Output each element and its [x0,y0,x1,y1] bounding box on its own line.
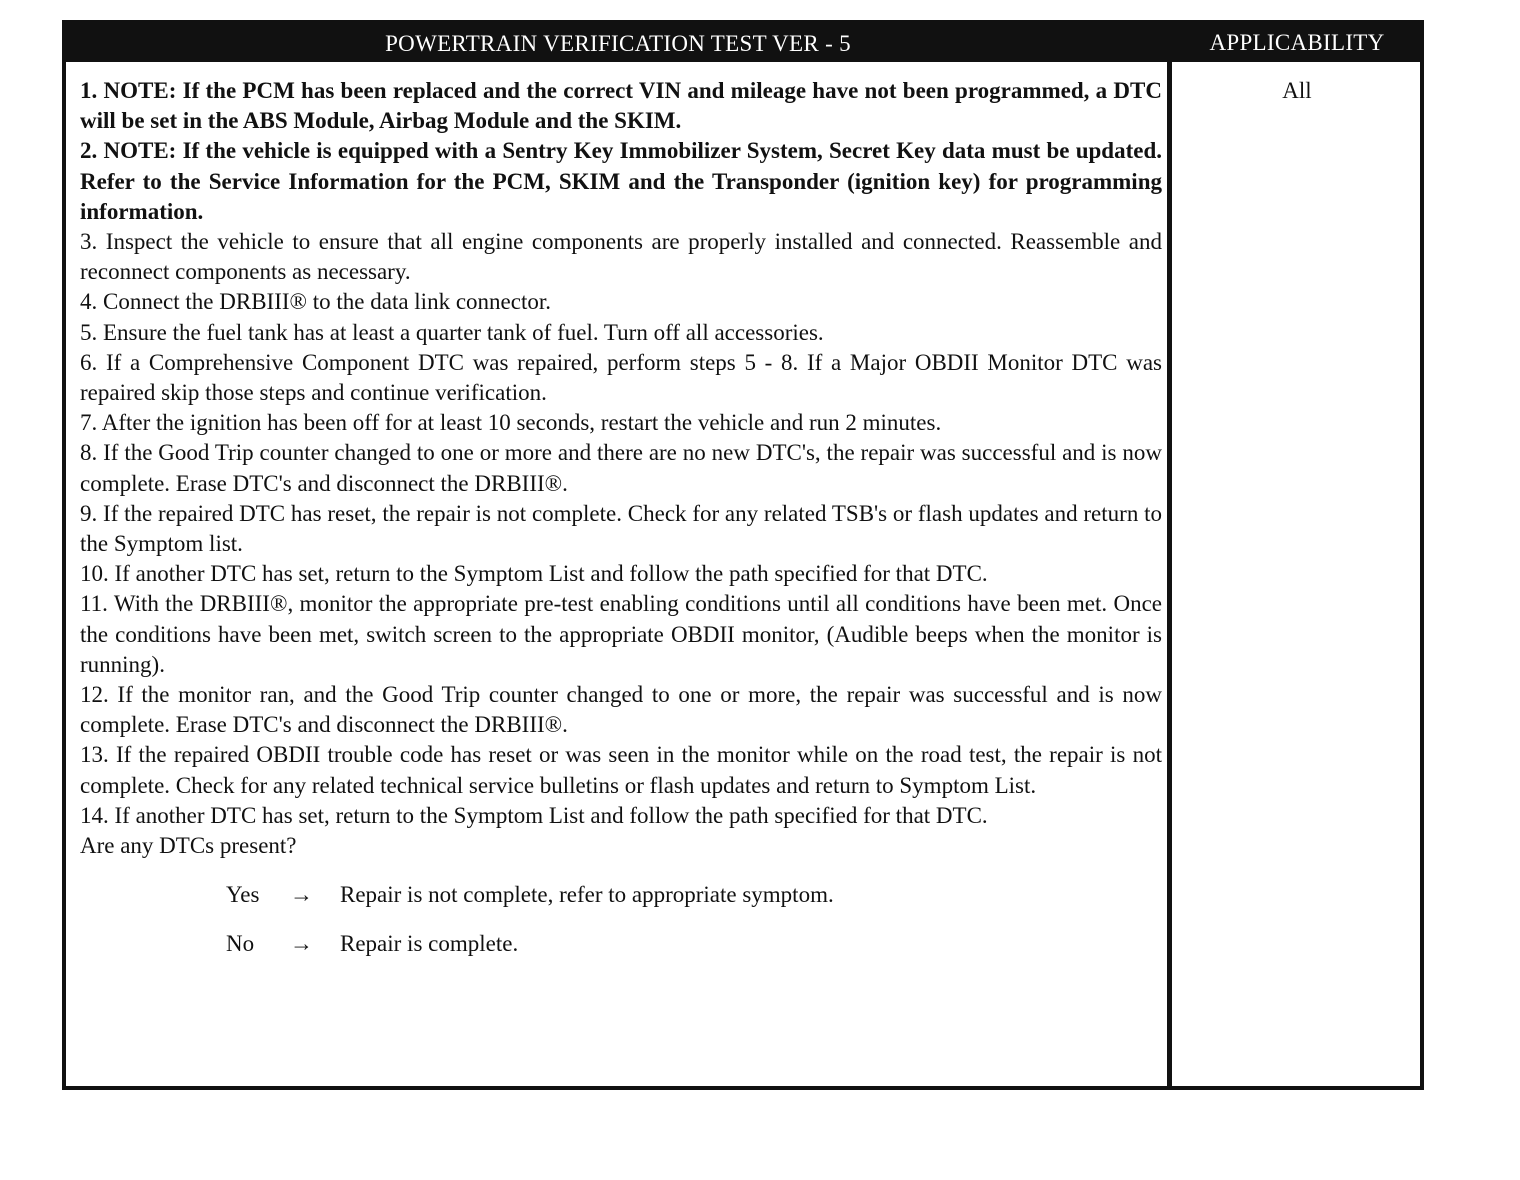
step-item: 9. If the repaired DTC has reset, the repair is not complete. Check for any related TSB's or flash updates and return to the Symptom list. [80,500,1162,557]
procedure-cell [80,76,1162,978]
step-item: 3. Inspect the vehicle to ensure that all engine components are properly installed and connected. Reassemble and reconnect components as necessary. [80,229,1162,285]
step-item: 10. If another DTC has set, return to the Symptom List and follow the path specified for that DTC. [80,561,988,587]
answer-list [80,880,1162,978]
step-item: 5. Ensure the fuel tank has at least a quarter tank of fuel. Turn off all accessories. [80,319,824,345]
answer-text: Repair is complete. [340,931,519,957]
answer-label: No [226,931,255,957]
step-item: 2. NOTE: If the vehicle is equipped with a Sentry Key Immobilizer System, Secret Key data must be updated. Refer to the Service Information for the PCM, SKIM and the Transponder (ignition key) for programming information. [80,138,1162,224]
question-text: Are any DTCs present? [80,833,297,859]
step-item: 14. If another DTC has set, return to the Symptom List and follow the path specified for that DTC. [80,802,988,828]
step-item: 8. If the Good Trip counter changed to one or more and there are no new DTC's, the repair was successful and is now complete. Erase DTC's and disconnect the DRBIII®. [80,440,1162,496]
step-item: 4. Connect the DRBIII® to the data link connector. [80,289,551,315]
answer-text: Repair is not complete, refer to appropriate symptom. [340,882,834,908]
right-arrow-icon: → [290,882,313,908]
step-item: 11. With the DRBIII®, monitor the appropriate pre-test enabling conditions until all conditions have been met. Once the conditions have been met, switch screen to the appropriate OBDII monitor, (Audible beeps when the monitor is running). [80,591,1162,677]
applicability-header: APPLICABILITY [1209,30,1385,55]
step-item: 13. If the repaired OBDII trouble code has reset or was seen in the monitor while on the road test, the repair is not complete. Check for any related technical service bulletins or flash updates and return to Symptom List. [80,742,1162,798]
verification-test-table [62,20,1424,1090]
test-title: POWERTRAIN VERIFICATION TEST VER - 5 [385,31,851,56]
applicability-value: All [1282,78,1312,103]
step-item: 1. NOTE: If the PCM has been replaced and the correct VIN and mileage have not been programmed, a DTC will be set in the ABS Module, Airbag Module and the SKIM. [80,78,1162,134]
answer-yes [80,880,1162,929]
table-header [66,24,1420,62]
right-arrow-icon: → [290,931,313,957]
step-item: 6. If a Comprehensive Component DTC was repaired, perform steps 5 - 8. If a Major OBDII Monitor DTC was repaired skip those steps and continue verification. [80,349,1162,406]
step-item: 7. After the ignition has been off for at least 10 seconds, restart the vehicle and run 2 minutes. [80,410,942,436]
answer-no [80,929,1162,978]
column-divider [1167,62,1172,1086]
answer-label: Yes [226,882,260,908]
step-item: 12. If the monitor ran, and the Good Trip counter changed to one or more, the repair was successful and is now complete. Erase DTC's and disconnect the DRBIII®. [80,682,1162,738]
